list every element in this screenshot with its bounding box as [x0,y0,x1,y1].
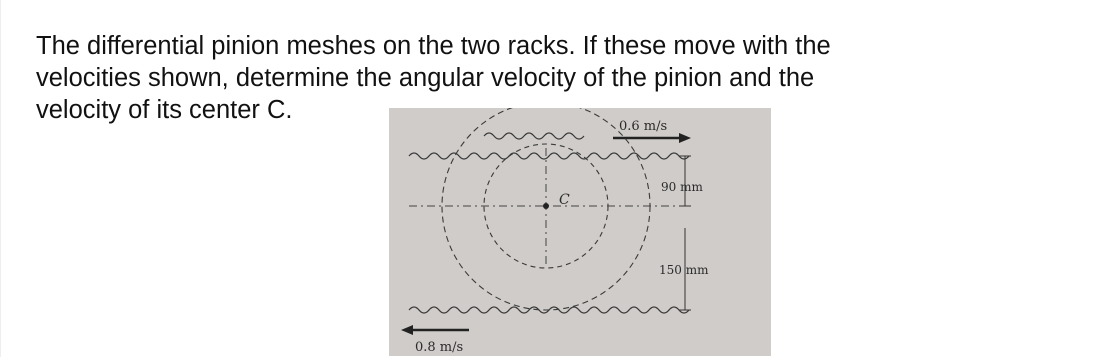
top-rack-upper-teeth [484,133,584,139]
problem-line-3: velocity of its center C. [36,96,293,124]
bottom-arrow-head [401,325,413,335]
pinion-rack-figure [389,108,771,356]
problem-line-2: velocities shown, determine the angular velocity of the pinion and the [36,64,815,92]
bottom-velocity-label: 0.8 m/s [415,340,464,355]
top-rack [409,153,689,159]
center-label: C [559,192,570,208]
page-edge [0,0,1,357]
inner-radius-label: 90 mm [661,180,703,194]
pinion-diagram [389,108,771,356]
problem-line-1: The differential pinion meshes on the two racks. If these move with the [36,32,831,60]
top-velocity-label: 0.6 m/s [619,119,668,134]
center-point [543,203,549,209]
outer-radius-label: 150 mm [659,263,709,277]
bottom-rack [409,307,689,313]
top-arrow-head [679,133,691,143]
